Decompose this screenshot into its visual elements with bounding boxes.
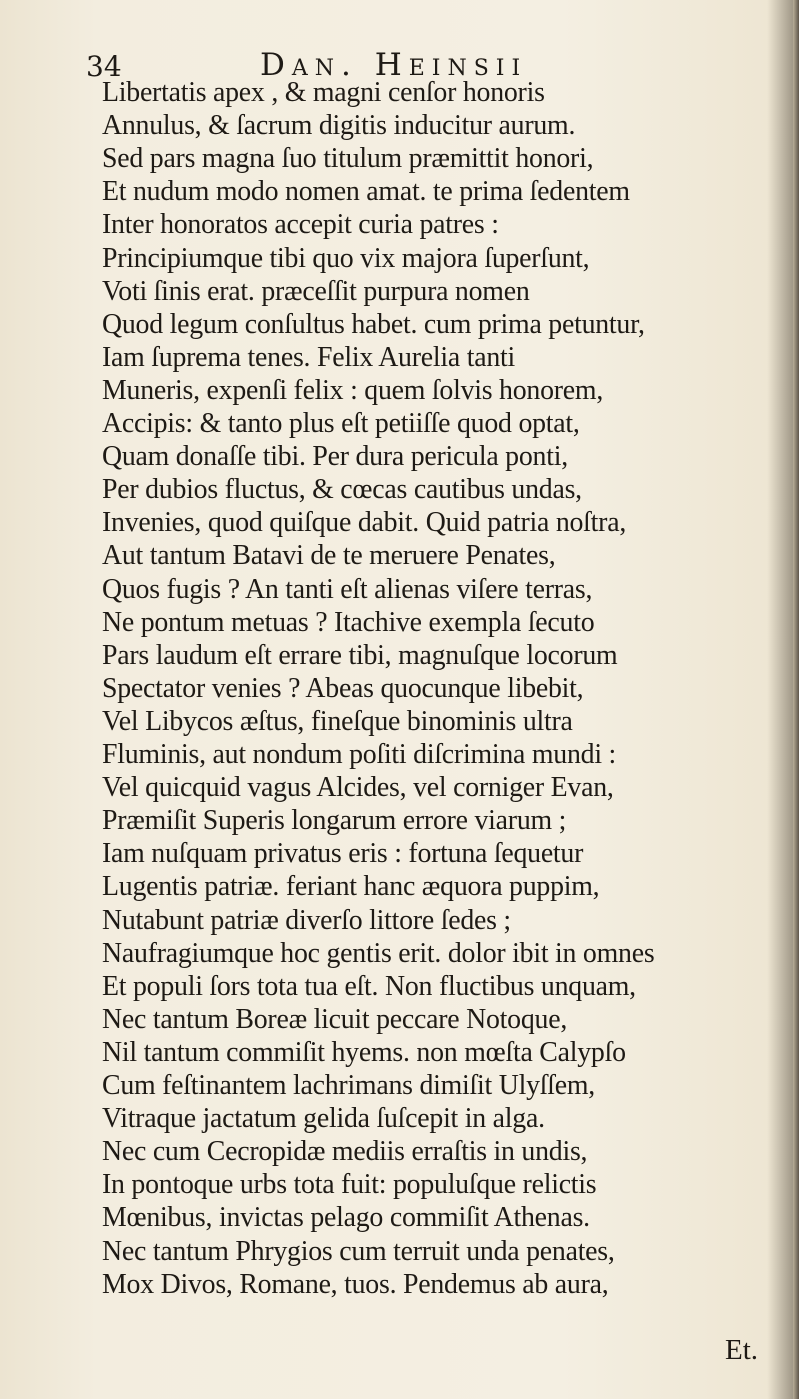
verse-line: Iam ſuprema tenes. Felix Aurelia tanti [102, 340, 515, 373]
page-edge-shadow [793, 0, 799, 1399]
verse-line: Principiumque tibi quo vix majora ſuperſunt, [102, 241, 590, 274]
verse-line: Mœnibus, invictas pelago commiſit Athenas. [102, 1201, 590, 1234]
verse-line: Et nudum modo nomen amat. te prima ſedentem [102, 175, 630, 208]
verse-line: Et populi ſors tota tua eſt. Non fluctibus unquam, [102, 969, 636, 1002]
verse-line: Nil tantum commiſit hyems. non mœſta Calypſo [102, 1035, 626, 1068]
verse-line: Invenies, quod quiſque dabit. Quid patria noſtra, [102, 506, 627, 539]
verse-line: Nec tantum Phrygios cum terruit unda penates, [102, 1234, 615, 1267]
verse-line: Mox Divos, Romane, tuos. Pendemus ab aura, [102, 1267, 609, 1300]
verse-line: Præmiſit Superis longarum errore viarum ; [102, 804, 567, 837]
verse-line: Accipis: & tanto plus eſt petiiſſe quod optat, [102, 407, 580, 439]
verse-line: Fluminis, aut nondum poſiti diſcrimina mundi : [102, 738, 617, 770]
verse-line: Spectator venies ? Abeas quocunque libebit, [102, 671, 584, 704]
verse-line: Aut tantum Batavi de te meruere Penates, [102, 539, 556, 572]
verse-line: Nutabunt patriæ diverſo littore ſedes ; [102, 903, 511, 936]
verse-line: Iam nuſquam privatus eris : fortuna ſequetur [102, 837, 584, 870]
verse-line: Pars laudum eſt errare tibi, magnuſque locorum [102, 638, 618, 671]
verse-line: Cum feſtinantem lachrimans dimiſit Ulyſſem, [102, 1069, 596, 1101]
verse-line: Per dubios fluctus, & cœcas cautibus undas, [102, 473, 582, 506]
verse-line: Voti ſinis erat. præceſſit purpura nomen [102, 274, 530, 307]
verse-line: In pontoque urbs tota fuit: populuſque relictis [102, 1168, 597, 1201]
verse-line: Inter honoratos accepit curia patres : [102, 208, 499, 241]
running-head: Dan. Heinsii [260, 47, 528, 83]
verse-line: Nec tantum Boreæ licuit peccare Notoque, [102, 1002, 568, 1035]
verse-line: Quam donaſſe tibi. Per dura pericula ponti, [102, 440, 568, 473]
verse-line: Vel Libycos æſtus, fineſque binominis ultra [102, 704, 573, 737]
verse-line: Lugentis patriæ. feriant hanc æquora puppim, [102, 870, 600, 903]
page-number: 34 [86, 50, 122, 83]
verse-line: Nec cum Cecropidæ mediis erraſtis in undis, [102, 1135, 588, 1168]
verse-line: Vel quicquid vagus Alcides, vel corniger Evan, [102, 771, 614, 804]
verse-line: Ne pontum metuas ? Itachive exempla ſecuto [102, 605, 595, 638]
verse-line: Quos fugis ? An tanti eſt alienas viſere terras, [102, 572, 593, 605]
verse-line: Naufragiumque hoc gentis erit. dolor ibit in omnes [102, 936, 655, 969]
verse-line: Muneris, expenſi felix : quem ſolvis honorem, [102, 373, 604, 406]
catchword: Et. [725, 1334, 759, 1366]
verse-line: Sed pars magna ſuo titulum præmittit honori, [102, 142, 594, 175]
verse-line: Libertatis apex , & magni cenſor honoris [102, 76, 545, 108]
verse-line: Annulus, & ſacrum digitis inducitur aurum. [102, 109, 576, 142]
verse-line: Quod legum conſultus habet. cum prima petuntur, [102, 307, 645, 340]
verse-line: Vitraque jactatum gelida ſuſcepit in alga. [102, 1102, 545, 1135]
